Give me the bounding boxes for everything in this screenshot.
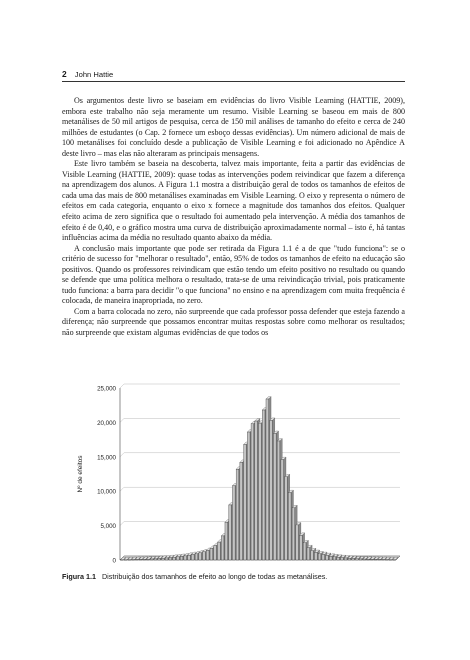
bar	[244, 444, 247, 560]
bar	[262, 410, 265, 560]
bar	[326, 556, 329, 560]
y-tick-label: 0	[112, 557, 116, 565]
paragraph: Os argumentos deste livro se baseiam em evidências do livro Visible Learning (HATTIE, 2009), embora este trabalho não seja meramente um resumo. Visible Learning se baseou em mais de 800 metanálises de 50 mil artigos de pesquisa, cerca de 150 mil análises de tamanho do efeito e cerca de 240 milhões de estudantes (o Cap. 2 fornece um esboço dessas evidências). Um número adicional de mais de 100 metanálises foi concluído desde a publicação de Visible Learning e foi adicionado no Apêndice A deste livro – mas elas não alteraram as principais mensagens.	[62, 96, 405, 158]
bar	[296, 525, 299, 560]
bar	[191, 554, 194, 560]
bar	[359, 559, 362, 560]
y-tick-label: 20,000	[97, 419, 116, 427]
bar	[232, 486, 235, 560]
bar	[147, 559, 150, 560]
bar	[259, 423, 262, 560]
bar	[169, 558, 172, 560]
bar	[385, 560, 388, 561]
bar	[337, 557, 340, 560]
bar	[292, 508, 295, 560]
bar	[314, 552, 317, 560]
y-tick-label: 10,000	[97, 488, 116, 496]
bar	[311, 551, 314, 560]
bar	[154, 559, 157, 560]
gridline-depth	[120, 487, 124, 491]
bar	[162, 558, 165, 560]
paragraph: Com a barra colocada no zero, não surpreende que cada professor possa defender que esteja fazendo a diferença; não surpreende que possamos encontrar muitas respostas sobre como melhorar os resultados; não surpreende que existam algumas evidências de que todos os	[62, 306, 405, 338]
bar	[382, 560, 385, 561]
bar	[355, 559, 358, 560]
bar	[128, 560, 131, 561]
caption-label: Figura 1.1	[62, 572, 96, 581]
bar	[288, 493, 291, 560]
bar	[318, 554, 321, 560]
bar	[217, 542, 220, 560]
bar	[240, 462, 243, 560]
bar	[132, 560, 135, 561]
gridline-depth	[120, 384, 124, 388]
bar	[285, 477, 288, 560]
bar	[333, 557, 336, 560]
bar	[270, 420, 273, 560]
bar	[281, 460, 284, 560]
y-tick-label: 15,000	[97, 454, 116, 462]
bar	[348, 558, 351, 560]
y-axis-label: Nº de efeitos	[77, 455, 84, 493]
bar	[273, 433, 276, 560]
bar	[322, 554, 325, 560]
bar	[378, 559, 381, 560]
bar	[206, 550, 209, 560]
bar	[229, 505, 232, 560]
running-author: John Hattie	[74, 70, 114, 79]
bar	[352, 558, 355, 560]
bar	[370, 559, 373, 560]
bar	[184, 556, 187, 560]
bar	[221, 536, 224, 560]
y-tick-label: 5,000	[100, 523, 116, 531]
bar	[247, 432, 250, 560]
bar	[135, 559, 138, 560]
bar	[176, 557, 179, 560]
bar	[329, 556, 332, 560]
page-number: 2	[62, 69, 67, 79]
bar	[255, 421, 258, 560]
caption-text: Distribuição dos tamanhos de efeito ao longo de todas as metanálises.	[101, 572, 328, 581]
bar	[367, 559, 370, 560]
bar	[188, 555, 191, 560]
bar	[158, 558, 161, 560]
bar	[203, 552, 206, 560]
paragraph: Este livro também se baseia na descoberta, talvez mais importante, feita a partir das evidências de Visible Learning (HATTIE, 2009): quase todas as intervenções podem reivindicar que fazem a diferença na aprendizagem dos alunos. A Figura 1.1 mostra a distribuição geral de todos os tamanhos de efeitos de cada uma das mais de 800 metanálises examinadas em Visible Learning. O eixo y representa o número de efeitos em cada categoria, enquanto o eixo x fornece a magnitude dos tamanhos dos efeitos. Qualquer efeito acima de zero significa que o resultado foi aumentado pela intervenção. A média dos tamanhos de efeito é de 0,40, e o gráfico mostra uma curva de distribuição aproximadamente normal – isto é, há tantas influências acima da média no resultado quanto abaixo da média.	[62, 159, 405, 243]
bar	[195, 554, 198, 560]
bar	[139, 559, 142, 560]
body-text	[62, 96, 405, 339]
paragraph: A conclusão mais importante que pode ser retirada da Figura 1.1 é a de que "tudo funciona": se o critério de sucesso for "melhorar o resultado", então, 95% de todos os tamanhos de efeito na educação são positivos. Quando os professores reivindicam que estão tendo um efeito positivo no resultado ou quando se defende que uma política melhora o resultado, trata-se de uma reivindicação trivial, pois praticamente tudo funciona: a barra para decidir "o que funciona" no ensino e na aprendizagem com muita frequência é colocada, de maneira inapropriada, no zero.	[62, 243, 405, 306]
bar	[251, 424, 254, 560]
gridline-depth	[120, 418, 124, 422]
bar	[199, 553, 202, 560]
bar	[393, 560, 396, 561]
figure-1-1	[62, 378, 405, 578]
bar	[307, 548, 310, 560]
bar	[374, 559, 377, 560]
gridline-depth	[120, 522, 124, 526]
bar	[124, 560, 127, 561]
bar	[214, 546, 217, 560]
bar	[225, 522, 228, 560]
effect-size-histogram	[62, 378, 405, 578]
bar	[277, 441, 280, 560]
bar	[236, 469, 239, 560]
bar	[344, 558, 347, 560]
bar	[303, 543, 306, 560]
bar	[150, 559, 153, 560]
bar	[121, 560, 124, 561]
bar	[363, 559, 366, 560]
bar	[180, 556, 183, 560]
running-head	[62, 69, 405, 82]
bar	[341, 558, 344, 560]
bar	[266, 399, 269, 560]
bar	[300, 535, 303, 560]
bar	[143, 559, 146, 560]
bar	[173, 557, 176, 560]
bar	[165, 558, 168, 560]
bar	[210, 548, 213, 560]
y-tick-label: 25,000	[97, 385, 116, 393]
gridline-depth	[120, 453, 124, 457]
figure-caption	[62, 572, 405, 581]
bar	[389, 560, 392, 561]
